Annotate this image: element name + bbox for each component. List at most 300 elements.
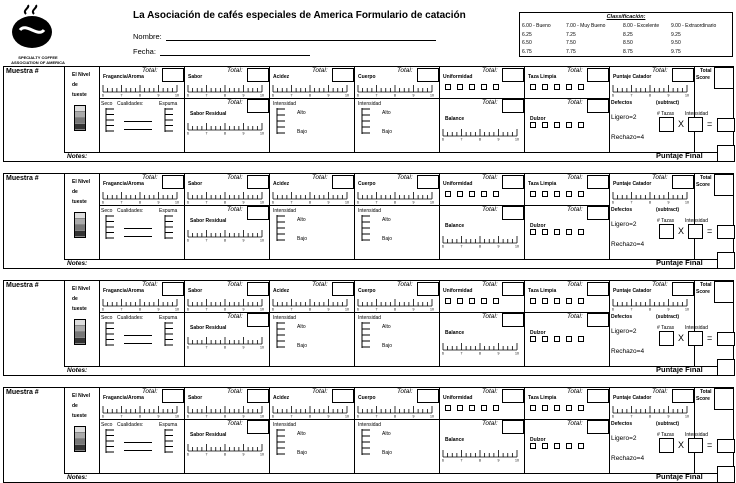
- total-box[interactable]: [587, 420, 609, 434]
- score-scale[interactable]: [186, 404, 264, 416]
- intensity-box[interactable]: [688, 331, 703, 346]
- cup-checkbox[interactable]: [481, 298, 487, 304]
- total-box[interactable]: [162, 68, 184, 82]
- criterion-label: Acidez: [273, 395, 290, 401]
- cup-checkbox[interactable]: [578, 191, 584, 197]
- svg-text:9: 9: [327, 200, 330, 204]
- svg-text:7: 7: [375, 93, 378, 97]
- cup-checkbox[interactable]: [566, 122, 572, 128]
- svg-text:10: 10: [685, 414, 689, 418]
- coffee-cup-icon: [8, 4, 68, 50]
- total-label: Total:: [142, 174, 158, 181]
- cup-checkbox[interactable]: [530, 443, 536, 449]
- score-scale[interactable]: [186, 83, 264, 95]
- roast-shade[interactable]: [75, 124, 85, 130]
- intensity-box[interactable]: [688, 224, 703, 239]
- intensity-slider[interactable]: [104, 429, 116, 453]
- intensity-slider[interactable]: [104, 215, 116, 239]
- total-score-box[interactable]: [714, 174, 734, 196]
- roast-shade[interactable]: [75, 445, 85, 451]
- divider: [524, 174, 525, 259]
- total-score-box[interactable]: [714, 67, 734, 89]
- subtract-label: (subtract): [656, 207, 680, 213]
- name-field[interactable]: [166, 40, 436, 41]
- total-box[interactable]: [162, 389, 184, 403]
- total-box[interactable]: [502, 313, 524, 327]
- divider: [694, 174, 695, 259]
- score-scale[interactable]: [186, 335, 264, 347]
- roast-label: de: [72, 189, 78, 195]
- cup-checkbox[interactable]: [493, 84, 499, 90]
- defect-total-box[interactable]: [717, 332, 735, 346]
- notes-field[interactable]: [99, 153, 649, 162]
- total-label: Total:: [312, 67, 328, 74]
- cup-checkbox[interactable]: [530, 122, 536, 128]
- total-score-box[interactable]: [714, 388, 734, 410]
- cup-checkbox[interactable]: [530, 191, 536, 197]
- svg-text:8: 8: [224, 93, 226, 97]
- cup-checkbox[interactable]: [445, 298, 451, 304]
- svg-text:6: 6: [357, 414, 359, 418]
- total-box[interactable]: [587, 389, 609, 403]
- svg-text:6: 6: [187, 238, 189, 242]
- svg-text:6: 6: [272, 200, 274, 204]
- intensity-slider[interactable]: [163, 215, 175, 239]
- total-box[interactable]: [417, 282, 439, 296]
- cup-checkbox[interactable]: [445, 191, 451, 197]
- intensity-slider[interactable]: [163, 429, 175, 453]
- svg-text:9: 9: [412, 414, 415, 418]
- high-label: Alto: [297, 110, 306, 116]
- divider: [609, 67, 610, 152]
- defect-total-box[interactable]: [717, 439, 735, 453]
- total-box[interactable]: [502, 389, 524, 403]
- intensity-slider[interactable]: [360, 215, 372, 241]
- total-score-label: Total: [700, 68, 712, 74]
- total-box[interactable]: [672, 389, 694, 403]
- cup-checkbox[interactable]: [493, 191, 499, 197]
- qualities-line[interactable]: [124, 343, 152, 344]
- cup-checkbox[interactable]: [445, 84, 451, 90]
- sample-field[interactable]: [6, 400, 61, 470]
- svg-text:7: 7: [460, 351, 463, 355]
- notes-field[interactable]: [99, 260, 649, 269]
- total-box[interactable]: [247, 313, 269, 327]
- cup-checkbox[interactable]: [578, 122, 584, 128]
- total-box[interactable]: [247, 206, 269, 220]
- total-box[interactable]: [417, 389, 439, 403]
- cup-checkbox[interactable]: [554, 84, 560, 90]
- svg-text:6: 6: [357, 200, 359, 204]
- intensity-label: Intensidad: [685, 325, 709, 331]
- total-box[interactable]: [502, 68, 524, 82]
- intensity-box[interactable]: [688, 438, 703, 453]
- total-box[interactable]: [502, 99, 524, 113]
- dry-label: Seco: [101, 315, 113, 321]
- cup-checkbox[interactable]: [542, 443, 548, 449]
- score-scale[interactable]: [101, 404, 179, 416]
- total-box[interactable]: [417, 68, 439, 82]
- times-sign: X: [678, 333, 685, 343]
- total-box[interactable]: [502, 175, 524, 189]
- score-scale[interactable]: [441, 127, 519, 139]
- total-box[interactable]: [417, 175, 439, 189]
- score-scale[interactable]: [441, 234, 519, 246]
- score-scale[interactable]: [186, 297, 264, 309]
- score-scale[interactable]: [186, 121, 264, 133]
- cup-checkbox[interactable]: [542, 84, 548, 90]
- svg-text:6: 6: [187, 414, 189, 418]
- svg-text:10: 10: [685, 200, 689, 204]
- total-box[interactable]: [672, 282, 694, 296]
- final-score-box[interactable]: [717, 359, 735, 376]
- cup-checkbox[interactable]: [566, 298, 572, 304]
- divider: [64, 67, 65, 152]
- divider: [354, 281, 355, 366]
- defect-total-box[interactable]: [717, 118, 735, 132]
- total-label: Total:: [652, 388, 668, 395]
- score-scale[interactable]: [101, 190, 179, 202]
- cup-checkbox[interactable]: [578, 298, 584, 304]
- cup-checkbox[interactable]: [578, 84, 584, 90]
- cup-checkbox[interactable]: [578, 336, 584, 342]
- total-box[interactable]: [162, 175, 184, 189]
- criterion-label: Sabor: [188, 181, 203, 187]
- cup-checkbox[interactable]: [566, 84, 572, 90]
- divider: [609, 388, 610, 473]
- svg-text:9: 9: [242, 307, 245, 311]
- divider: [609, 281, 610, 366]
- legend-entry: 6.75: [522, 48, 532, 55]
- criterion-label: Uniformidad: [443, 181, 473, 187]
- intensity-box[interactable]: [688, 117, 703, 132]
- total-label: Total:: [567, 174, 583, 181]
- cup-checkbox[interactable]: [566, 229, 572, 235]
- total-box[interactable]: [672, 175, 694, 189]
- total-box[interactable]: [502, 420, 524, 434]
- total-label: Total:: [482, 388, 498, 395]
- divider: [524, 388, 525, 473]
- total-label: Total:: [652, 67, 668, 74]
- total-label: Total:: [482, 174, 498, 181]
- sample-label: Muestra #: [6, 282, 39, 289]
- svg-text:10: 10: [685, 307, 689, 311]
- subtract-label: (subtract): [656, 314, 680, 320]
- score-scale[interactable]: [186, 228, 264, 240]
- total-box[interactable]: [587, 99, 609, 113]
- divider: [439, 174, 440, 259]
- legend-entry: 7.25: [566, 31, 576, 38]
- notes-field[interactable]: [99, 474, 649, 483]
- intensity-slider[interactable]: [275, 215, 287, 241]
- cup-checkbox[interactable]: [578, 229, 584, 235]
- score-scale[interactable]: [356, 190, 434, 202]
- score-scale[interactable]: [101, 83, 179, 95]
- cup-checkbox[interactable]: [554, 229, 560, 235]
- svg-text:8: 8: [394, 414, 396, 418]
- criterion-label: Sabor: [188, 288, 203, 294]
- total-box[interactable]: [587, 313, 609, 327]
- intensity-slider[interactable]: [275, 322, 287, 348]
- criterion-label: Fragancia/Aroma: [103, 288, 144, 294]
- cup-checkbox[interactable]: [542, 298, 548, 304]
- score-scale[interactable]: [611, 83, 689, 95]
- total-box[interactable]: [502, 282, 524, 296]
- qualities-label: Cualidades:: [117, 422, 144, 428]
- svg-text:8: 8: [649, 307, 651, 311]
- intensity-slider[interactable]: [275, 429, 287, 455]
- legend-title: Classificación:: [606, 14, 646, 20]
- svg-text:10: 10: [345, 200, 349, 204]
- divider: [99, 67, 100, 152]
- cup-checkbox[interactable]: [554, 336, 560, 342]
- total-score-label: Score: [696, 182, 710, 188]
- criterion-label: Puntaje Catador: [613, 181, 652, 187]
- criterion-label: Balance: [445, 116, 465, 122]
- total-box[interactable]: [247, 68, 269, 82]
- svg-text:10: 10: [260, 452, 264, 456]
- cup-checkbox[interactable]: [566, 443, 572, 449]
- cup-checkbox[interactable]: [469, 405, 475, 411]
- high-label: Alto: [297, 217, 306, 223]
- notes-field[interactable]: [99, 367, 649, 376]
- total-box[interactable]: [247, 99, 269, 113]
- qualities-line[interactable]: [124, 121, 152, 122]
- total-box[interactable]: [332, 282, 354, 296]
- svg-text:6: 6: [187, 452, 189, 456]
- cup-checkbox[interactable]: [566, 405, 572, 411]
- roast-color-scale[interactable]: [74, 105, 86, 131]
- roast-color-scale[interactable]: [74, 212, 86, 238]
- cup-checkbox[interactable]: [493, 298, 499, 304]
- low-label: Bajo: [382, 343, 393, 349]
- score-scale[interactable]: [271, 404, 349, 416]
- final-score-box[interactable]: [717, 145, 735, 162]
- svg-text:9: 9: [667, 93, 670, 97]
- cup-checkbox[interactable]: [445, 405, 451, 411]
- legend-entry: 8.50: [623, 40, 633, 46]
- svg-text:10: 10: [260, 414, 264, 418]
- total-box[interactable]: [587, 68, 609, 82]
- roast-shade[interactable]: [75, 338, 85, 344]
- cup-checkbox[interactable]: [530, 336, 536, 342]
- total-box[interactable]: [587, 175, 609, 189]
- roast-label: El Nivel: [72, 72, 91, 78]
- roast-color-scale[interactable]: [74, 319, 86, 345]
- intensity-slider[interactable]: [104, 322, 116, 346]
- intensity-slider[interactable]: [163, 322, 175, 346]
- svg-text:7: 7: [630, 414, 633, 418]
- cup-checkbox[interactable]: [554, 191, 560, 197]
- score-scale[interactable]: [356, 83, 434, 95]
- cups-box[interactable]: [659, 224, 674, 239]
- intensity-slider[interactable]: [360, 108, 372, 134]
- criterion-label: Balance: [445, 223, 465, 229]
- total-label: Total:: [567, 420, 583, 427]
- score-scale[interactable]: [271, 190, 349, 202]
- total-label: Total:: [567, 388, 583, 395]
- svg-text:8: 8: [309, 93, 311, 97]
- qualities-line[interactable]: [124, 129, 152, 130]
- total-score-box[interactable]: [714, 281, 734, 303]
- low-label: Bajo: [382, 236, 393, 242]
- score-scale[interactable]: [271, 83, 349, 95]
- svg-text:7: 7: [290, 414, 293, 418]
- criterion-label: Puntaje Catador: [613, 74, 652, 80]
- score-scale[interactable]: [441, 448, 519, 460]
- cup-checkbox[interactable]: [554, 122, 560, 128]
- intensity-slider[interactable]: [275, 108, 287, 134]
- intensity-slider[interactable]: [360, 322, 372, 348]
- qualities-line[interactable]: [124, 442, 152, 443]
- cup-checkbox[interactable]: [530, 229, 536, 235]
- legend-entry: 8.75: [623, 48, 633, 55]
- cup-checkbox[interactable]: [554, 298, 560, 304]
- cups-box[interactable]: [659, 117, 674, 132]
- cup-checkbox[interactable]: [469, 191, 475, 197]
- total-label: Total:: [142, 281, 158, 288]
- score-scale[interactable]: [611, 297, 689, 309]
- cup-checkbox[interactable]: [566, 191, 572, 197]
- total-box[interactable]: [247, 282, 269, 296]
- defect-total-box[interactable]: [717, 225, 735, 239]
- qualities-line[interactable]: [124, 228, 152, 229]
- roast-label: tueste: [72, 92, 87, 98]
- cup-checkbox[interactable]: [457, 84, 463, 90]
- light-defect-label: Ligero=2: [611, 328, 637, 335]
- total-box[interactable]: [332, 68, 354, 82]
- intensity-slider[interactable]: [104, 108, 116, 132]
- final-score-box[interactable]: [717, 252, 735, 269]
- final-score-box[interactable]: [717, 466, 735, 483]
- divider: [184, 174, 185, 259]
- divider: [184, 67, 185, 152]
- cup-checkbox[interactable]: [542, 405, 548, 411]
- score-scale[interactable]: [271, 297, 349, 309]
- svg-text:9: 9: [667, 307, 670, 311]
- cup-checkbox[interactable]: [469, 84, 475, 90]
- svg-text:6: 6: [442, 137, 444, 141]
- cup-checkbox[interactable]: [542, 229, 548, 235]
- cup-checkbox[interactable]: [481, 191, 487, 197]
- score-scale[interactable]: [611, 404, 689, 416]
- total-box[interactable]: [247, 175, 269, 189]
- total-label: Total:: [652, 174, 668, 181]
- total-box[interactable]: [502, 206, 524, 220]
- cup-checkbox[interactable]: [457, 298, 463, 304]
- cup-checkbox[interactable]: [554, 443, 560, 449]
- divider: [524, 281, 525, 366]
- score-scale[interactable]: [186, 442, 264, 454]
- total-box[interactable]: [587, 282, 609, 296]
- divider: [694, 388, 695, 473]
- svg-text:9: 9: [327, 93, 330, 97]
- total-box[interactable]: [162, 282, 184, 296]
- roast-label: de: [72, 296, 78, 302]
- cup-checkbox[interactable]: [457, 191, 463, 197]
- subtract-label: (subtract): [656, 100, 680, 106]
- score-scale[interactable]: [101, 297, 179, 309]
- total-box[interactable]: [587, 206, 609, 220]
- sample-field[interactable]: [6, 186, 61, 256]
- final-score-label: Puntaje Final: [656, 151, 703, 160]
- cup-checkbox[interactable]: [457, 405, 463, 411]
- svg-text:7: 7: [120, 414, 123, 418]
- roast-label: de: [72, 82, 78, 88]
- criterion-label: Dulzor: [530, 223, 546, 229]
- svg-text:10: 10: [685, 93, 689, 97]
- cup-checkbox[interactable]: [578, 405, 584, 411]
- qualities-line[interactable]: [124, 335, 152, 336]
- intensity-slider[interactable]: [360, 429, 372, 455]
- total-box[interactable]: [247, 420, 269, 434]
- svg-text:7: 7: [460, 137, 463, 141]
- score-scale[interactable]: [441, 341, 519, 353]
- cup-checkbox[interactable]: [542, 191, 548, 197]
- criterion-label: Puntaje Catador: [613, 288, 652, 294]
- total-box[interactable]: [332, 175, 354, 189]
- total-label: Total:: [397, 281, 413, 288]
- sample-field[interactable]: [6, 293, 61, 363]
- score-scale[interactable]: [356, 297, 434, 309]
- cup-checkbox[interactable]: [481, 405, 487, 411]
- low-label: Bajo: [297, 236, 308, 242]
- svg-text:10: 10: [175, 414, 179, 418]
- date-field[interactable]: [160, 55, 310, 56]
- legend-entry: 9.00 - Extraordinario: [671, 23, 717, 29]
- total-box[interactable]: [672, 68, 694, 82]
- svg-text:9: 9: [327, 414, 330, 418]
- total-label: Total:: [482, 206, 498, 213]
- cup-checkbox[interactable]: [530, 405, 536, 411]
- score-scale[interactable]: [186, 190, 264, 202]
- cups-box[interactable]: [659, 438, 674, 453]
- svg-text:9: 9: [412, 307, 415, 311]
- cup-checkbox[interactable]: [554, 405, 560, 411]
- cup-checkbox[interactable]: [530, 298, 536, 304]
- low-label: Bajo: [297, 343, 308, 349]
- cup-checkbox[interactable]: [493, 405, 499, 411]
- rejection-defect-label: Rechazo=4: [611, 455, 645, 462]
- svg-text:6: 6: [612, 307, 614, 311]
- qualities-line[interactable]: [124, 450, 152, 451]
- roast-color-scale[interactable]: [74, 426, 86, 452]
- svg-text:9: 9: [497, 244, 500, 248]
- cup-checkbox[interactable]: [566, 336, 572, 342]
- final-score-label: Puntaje Final: [656, 258, 703, 267]
- qualities-line[interactable]: [124, 236, 152, 237]
- cup-checkbox[interactable]: [542, 122, 548, 128]
- roast-shade[interactable]: [75, 231, 85, 237]
- intensity-slider[interactable]: [163, 108, 175, 132]
- rejection-defect-label: Rechazo=4: [611, 241, 645, 248]
- sample-field[interactable]: [6, 79, 61, 149]
- svg-text:8: 8: [394, 307, 396, 311]
- cup-checkbox[interactable]: [469, 298, 475, 304]
- cup-checkbox[interactable]: [542, 336, 548, 342]
- total-box[interactable]: [332, 389, 354, 403]
- cup-checkbox[interactable]: [481, 84, 487, 90]
- cups-box[interactable]: [659, 331, 674, 346]
- total-box[interactable]: [247, 389, 269, 403]
- criterion-label: Cuerpo: [358, 181, 376, 187]
- cup-checkbox[interactable]: [530, 84, 536, 90]
- equals-sign: =: [707, 119, 713, 129]
- score-scale[interactable]: [356, 404, 434, 416]
- sca-logo: [8, 4, 68, 66]
- score-scale[interactable]: [611, 190, 689, 202]
- cup-checkbox[interactable]: [578, 443, 584, 449]
